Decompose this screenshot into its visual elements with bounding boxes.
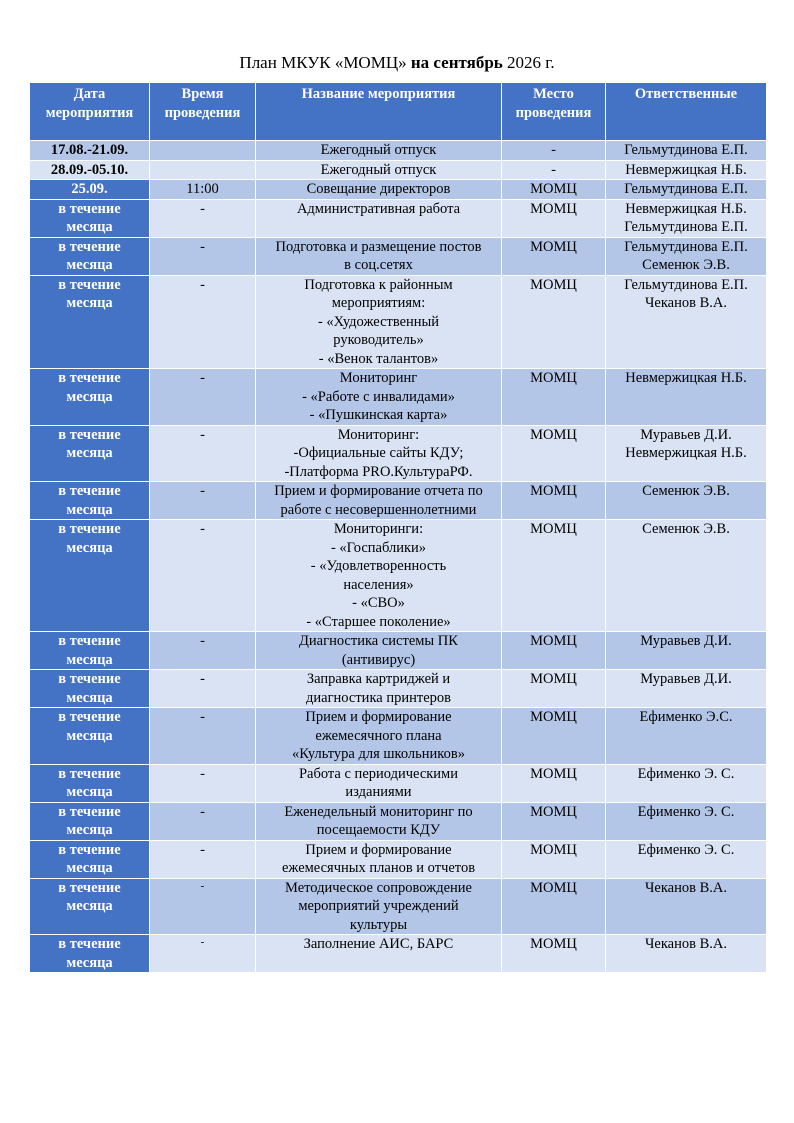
responsible-cell: Гельмутдинова Е.П. xyxy=(606,141,767,161)
time-cell: - xyxy=(150,520,256,632)
time-cell: - xyxy=(150,670,256,708)
header-time: Время проведения xyxy=(150,83,256,141)
time-cell xyxy=(150,160,256,180)
plan-table xyxy=(29,82,767,973)
table-row xyxy=(30,425,767,482)
responsible-cell: Ефименко Э.С. xyxy=(606,708,767,765)
place-cell: МОМЦ xyxy=(502,199,606,237)
responsible-cell: Семенюк Э.В. xyxy=(606,482,767,520)
date-cell: в течение месяца xyxy=(30,199,150,237)
event-name-cell: Административная работа xyxy=(256,199,502,237)
responsible-cell: Гельмутдинова Е.П. xyxy=(606,180,767,200)
place-cell: МОМЦ xyxy=(502,935,606,973)
event-name-cell: Ежегодный отпуск xyxy=(256,160,502,180)
place-cell: МОМЦ xyxy=(502,180,606,200)
place-cell: МОМЦ xyxy=(502,764,606,802)
table-row xyxy=(30,802,767,840)
table-row xyxy=(30,632,767,670)
header-responsible: Ответственные xyxy=(606,83,767,141)
responsible-cell: Семенюк Э.В. xyxy=(606,520,767,632)
date-cell: в течение месяца xyxy=(30,425,150,482)
responsible-cell: Гельмутдинова Е.П. Семенюк Э.В. xyxy=(606,237,767,275)
date-cell: в течение месяца xyxy=(30,237,150,275)
place-cell: - xyxy=(502,141,606,161)
place-cell: МОМЦ xyxy=(502,482,606,520)
responsible-cell: Муравьев Д.И. xyxy=(606,632,767,670)
date-cell: в течение месяца xyxy=(30,369,150,426)
place-cell: - xyxy=(502,160,606,180)
responsible-cell: Невмержицкая Н.Б. xyxy=(606,369,767,426)
header-date: Дата мероприятия xyxy=(30,83,150,141)
date-cell: в течение месяца xyxy=(30,670,150,708)
time-cell: - xyxy=(150,935,256,973)
place-cell: МОМЦ xyxy=(502,520,606,632)
time-cell xyxy=(150,141,256,161)
event-name-cell: Мониторинг - «Работе с инвалидами» - «Пушкинская карта» xyxy=(256,369,502,426)
place-cell: МОМЦ xyxy=(502,237,606,275)
table-row xyxy=(30,840,767,878)
date-cell: в течение месяца xyxy=(30,935,150,973)
place-cell: МОМЦ xyxy=(502,878,606,935)
responsible-cell: Муравьев Д.И. xyxy=(606,670,767,708)
event-name-cell: Методическое сопровождение мероприятий учреждений культуры xyxy=(256,878,502,935)
table-row xyxy=(30,237,767,275)
table-row xyxy=(30,141,767,161)
place-cell: МОМЦ xyxy=(502,425,606,482)
responsible-cell: Ефименко Э. С. xyxy=(606,802,767,840)
table-row xyxy=(30,708,767,765)
time-cell: - xyxy=(150,802,256,840)
time-cell: - xyxy=(150,878,256,935)
date-cell: в течение месяца xyxy=(30,275,150,369)
date-cell: в течение месяца xyxy=(30,764,150,802)
date-cell: в течение месяца xyxy=(30,632,150,670)
date-cell: 17.08.-21.09. xyxy=(30,141,150,161)
responsible-cell: Ефименко Э. С. xyxy=(606,764,767,802)
table-row xyxy=(30,199,767,237)
event-name-cell: Работа с периодическими изданиями xyxy=(256,764,502,802)
event-name-cell: Мониторинг: -Официальные сайты КДУ; -Платформа PRO.КультураРФ. xyxy=(256,425,502,482)
responsible-cell: Гельмутдинова Е.П. Чеканов В.А. xyxy=(606,275,767,369)
event-name-cell: Прием и формирование ежемесячного плана «Культура для школьников» xyxy=(256,708,502,765)
event-name-cell: Заполнение АИС, БАРС xyxy=(256,935,502,973)
time-cell: - xyxy=(150,840,256,878)
date-cell: 28.09.-05.10. xyxy=(30,160,150,180)
place-cell: МОМЦ xyxy=(502,802,606,840)
table-row xyxy=(30,878,767,935)
responsible-cell: Ефименко Э. С. xyxy=(606,840,767,878)
time-cell: - xyxy=(150,369,256,426)
time-cell: - xyxy=(150,237,256,275)
title-bold: на сентябрь xyxy=(410,53,503,72)
event-name-cell: Подготовка к районным мероприятиям: - «Художественный руководитель» - «Венок талантов» xyxy=(256,275,502,369)
time-cell: - xyxy=(150,425,256,482)
responsible-cell: Невмержицкая Н.Б. Гельмутдинова Е.П. xyxy=(606,199,767,237)
date-cell: в течение месяца xyxy=(30,482,150,520)
event-name-cell: Мониторинги: - «Госпаблики» - «Удовлетворенность населения» - «СВО» - «Старшее поколение» xyxy=(256,520,502,632)
table-row xyxy=(30,180,767,200)
responsible-cell: Муравьев Д.И. Невмержицкая Н.Б. xyxy=(606,425,767,482)
table-row xyxy=(30,520,767,632)
place-cell: МОМЦ xyxy=(502,275,606,369)
event-name-cell: Еженедельный мониторинг по посещаемости КДУ xyxy=(256,802,502,840)
table-row xyxy=(30,160,767,180)
table-row xyxy=(30,670,767,708)
table-body xyxy=(30,141,767,973)
responsible-cell: Чеканов В.А. xyxy=(606,878,767,935)
date-cell: в течение месяца xyxy=(30,802,150,840)
place-cell: МОМЦ xyxy=(502,369,606,426)
header-place: Место проведения xyxy=(502,83,606,141)
time-cell: - xyxy=(150,275,256,369)
event-name-cell: Прием и формирование отчета по работе с несовершеннолетними xyxy=(256,482,502,520)
table-row xyxy=(30,764,767,802)
table-row xyxy=(30,482,767,520)
time-cell: - xyxy=(150,708,256,765)
event-name-cell: Совещание директоров xyxy=(256,180,502,200)
event-name-cell: Прием и формирование ежемесячных планов и отчетов xyxy=(256,840,502,878)
date-cell: 25.09. xyxy=(30,180,150,200)
responsible-cell: Невмержицкая Н.Б. xyxy=(606,160,767,180)
date-cell: в течение месяца xyxy=(30,520,150,632)
responsible-cell: Чеканов В.А. xyxy=(606,935,767,973)
time-cell: - xyxy=(150,632,256,670)
table-header-row xyxy=(30,83,767,141)
title-suffix: 2026 г. xyxy=(507,53,555,72)
time-cell: 11:00 xyxy=(150,180,256,200)
date-cell: в течение месяца xyxy=(30,708,150,765)
header-name: Название мероприятия xyxy=(256,83,502,141)
place-cell: МОМЦ xyxy=(502,632,606,670)
table-row xyxy=(30,275,767,369)
place-cell: МОМЦ xyxy=(502,708,606,765)
place-cell: МОМЦ xyxy=(502,840,606,878)
date-cell: в течение месяца xyxy=(30,840,150,878)
time-cell: - xyxy=(150,199,256,237)
time-cell: - xyxy=(150,482,256,520)
event-name-cell: Подготовка и размещение постов в соц.сетях xyxy=(256,237,502,275)
place-cell: МОМЦ xyxy=(502,670,606,708)
document-title xyxy=(0,53,794,73)
title-prefix: План МКУК «МОМЦ» xyxy=(239,53,407,72)
event-name-cell: Ежегодный отпуск xyxy=(256,141,502,161)
date-cell: в течение месяца xyxy=(30,878,150,935)
table-row xyxy=(30,935,767,973)
time-cell: - xyxy=(150,764,256,802)
event-name-cell: Заправка картриджей и диагностика принтеров xyxy=(256,670,502,708)
table-row xyxy=(30,369,767,426)
event-name-cell: Диагностика системы ПК (антивирус) xyxy=(256,632,502,670)
